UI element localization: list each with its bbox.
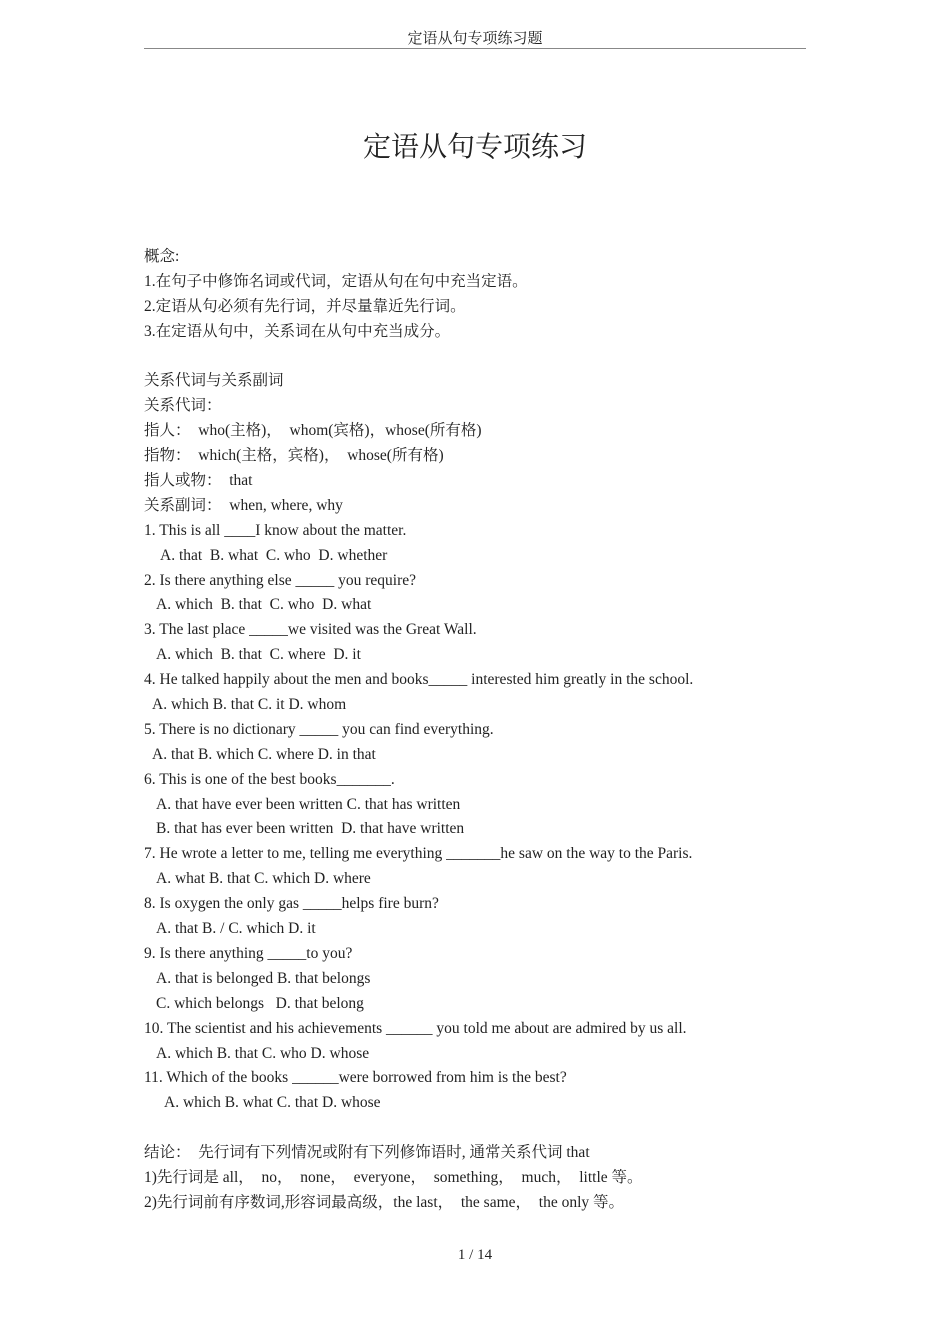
question-options: A. which B. that C. where D. it (156, 646, 361, 664)
question-text: 7. He wrote a letter to me, telling me everything _______he saw on the way to the Paris. (144, 845, 693, 863)
relative-both: 指人或物： that (144, 472, 253, 490)
question-options: C. which belongs D. that belong (156, 994, 364, 1012)
question-text: 5. There is no dictionary _____ you can find everything. (144, 720, 494, 738)
questions-section (144, 519, 824, 1116)
spacer (144, 1116, 824, 1141)
question-options: A. which B. that C. it D. whom (152, 696, 347, 714)
relatives-heading: 关系代词与关系副词 (144, 372, 284, 390)
page-number: 1 / 14 (457, 1247, 493, 1263)
spacer (144, 345, 824, 370)
conclusion-section (144, 1141, 824, 1216)
question-text: 9. Is there anything _____to you? (144, 944, 353, 962)
question-options: A. which B. that C. who D. what (156, 596, 372, 614)
question-text: 3. The last place _____we visited was the Great Wall. (144, 621, 477, 639)
question-options: B. that has ever been written D. that have written (156, 820, 465, 838)
page-header (144, 30, 806, 49)
conclusion-heading: 结论： 先行词有下列情况或附有下列修饰语时, 通常关系代词 that (144, 1144, 590, 1162)
relative-adverbs: 关系副词： when, where, why (144, 496, 343, 514)
relative-person: 指人： who(主格)， whom(宾格)，whose(所有格) (144, 422, 482, 440)
question-options: A. what B. that C. which D. where (156, 870, 371, 888)
concept-heading: 概念: (144, 248, 180, 265)
conclusion-item: 1)先行词是 all， no， none， everyone， something， much， little 等。 (144, 1168, 643, 1186)
question-options: A. which B. what C. that D. whose (164, 1094, 381, 1112)
question-options: A. that B. which C. where D. in that (152, 745, 376, 763)
concept-item: 3.在定语从句中，关系词在从句中充当成分。 (144, 322, 451, 340)
question-options: A. that B. what C. who D. whether (160, 546, 388, 564)
question-options: A. which B. that C. who D. whose (156, 1044, 370, 1062)
header-title: 定语从句专项练习题 (407, 31, 543, 47)
conclusion-item: 2)先行词前有序数词,形容词最高级，the last， the same， the only 等。 (144, 1193, 625, 1211)
relatives-section (144, 369, 824, 518)
question-text: 11. Which of the books ______were borrowed from him is the best? (144, 1069, 567, 1087)
relative-pronoun-heading: 关系代词： (144, 397, 222, 415)
question-text: 4. He talked happily about the men and books_____ interested him greatly in the school. (144, 671, 694, 689)
concept-item: 1.在句子中修饰名词或代词，定语从句在句中充当定语。 (144, 272, 528, 290)
concept-section (144, 245, 824, 345)
concept-item: 2.定语从句必须有先行词，并尽量靠近先行词。 (144, 297, 466, 315)
question-text: 8. Is oxygen the only gas _____helps fire burn? (144, 895, 439, 913)
relative-thing: 指物： which(主格，宾格)， whose(所有格) (144, 447, 444, 465)
question-options: A. that B. / C. which D. it (156, 920, 316, 938)
question-options: A. that have ever been written C. that has written (156, 795, 461, 813)
question-text: 2. Is there anything else _____ you require? (144, 571, 417, 589)
question-text: 1. This is all ____I know about the matter. (144, 521, 407, 539)
question-text: 6. This is one of the best books_______. (144, 770, 395, 788)
question-options: A. that is belonged B. that belongs (156, 969, 371, 987)
question-text: 10. The scientist and his achievements ______ you told me about are admired by us all. (144, 1019, 687, 1037)
document-body (144, 245, 824, 1216)
document-title: 定语从句专项练习 (362, 132, 587, 163)
